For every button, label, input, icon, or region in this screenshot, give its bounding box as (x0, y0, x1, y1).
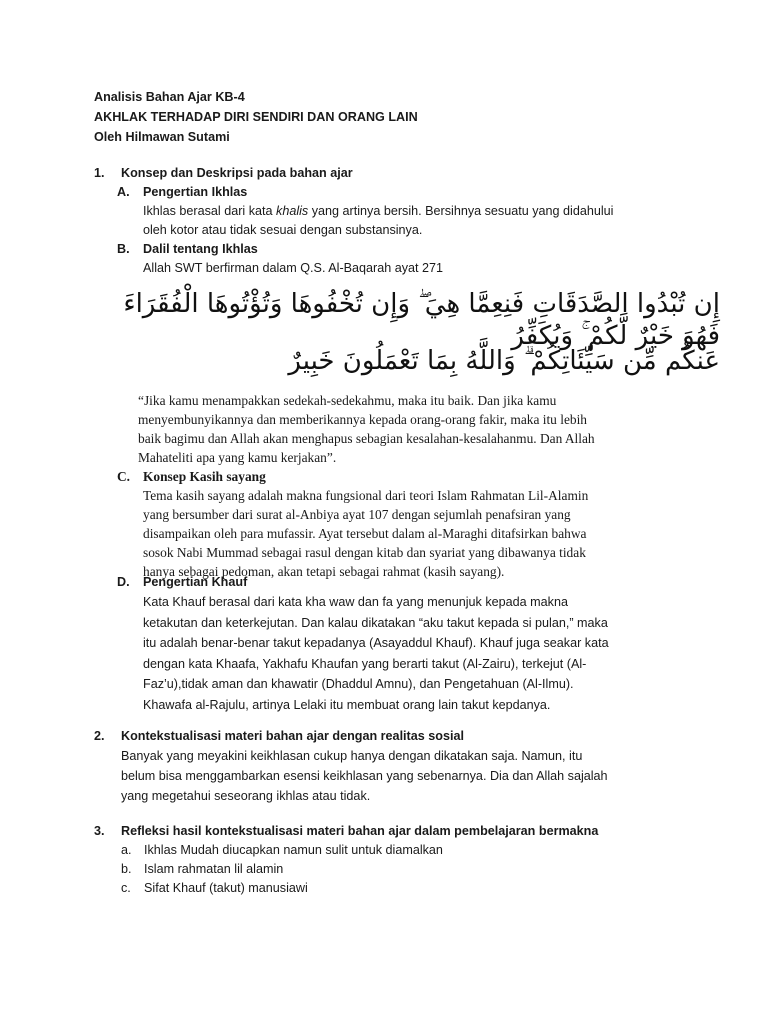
document-header (94, 88, 418, 148)
subsection-letter: B. (117, 242, 130, 256)
text-line: belum bisa menggambarkan esensi keikhlasan yang sebenarnya. Dia dan Allah sajalah (121, 769, 608, 783)
text-line: disampaikan oleh para mufassir. Ayat tersebut dalam al-Maraghi ditafsirkan bahwa (143, 526, 587, 541)
text-line: Khawafa al-Rajulu, artinya Lelaki itu membuat orang lain takut kepdanya. (143, 697, 551, 712)
list-item-letter: b. (121, 862, 132, 876)
subsection-a-text (143, 202, 673, 240)
subsection-title: Pengertian Ikhlas (143, 185, 248, 199)
text-line: Faz’u),tidak aman dan khawatir (Dhaddul Amnu), dan Pengetahuan (Al-Ilmu). (143, 677, 574, 691)
text-line: Mahateliti apa yang kamu kerjakan”. (138, 450, 337, 465)
text-line: Kata Khauf berasal dari kata kha waw dan fa yang menunjuk kepada makna (143, 595, 568, 609)
text-line: Banyak yang meyakini keikhlasan cukup hanya dengan dikatakan saja. Namun, itu (121, 749, 583, 763)
section-2-heading (94, 727, 684, 746)
text-segment: Ikhlas berasal dari kata (143, 204, 277, 218)
list-item-letter: a. (121, 843, 132, 857)
section-1 (94, 164, 684, 278)
document-author: Oleh Hilmawan Sutami (94, 130, 230, 144)
subsection-b-heading (94, 240, 684, 259)
subsection-d-text (143, 592, 673, 715)
text-line: “Jika kamu menampakkan sedekah-sedekahmu, maka itu baik. Dan jika kamu (138, 393, 557, 408)
text-line: dengan kata Khaafa, Yakhafu Khaufan yang berarti takut (Al-Zairu), terkejut (Al- (143, 656, 587, 671)
list-item-text: Sifat Khauf (takut) manusiawi (144, 881, 308, 895)
list-item-text: Ikhlas Mudah diucapkan namun sulit untuk diamalkan (144, 843, 443, 857)
italic-term: khalis (276, 204, 309, 218)
list-item (94, 860, 714, 879)
section-title: Refleksi hasil kontekstualisasi materi bahan ajar dalam pembelajaran bermakna (121, 824, 599, 838)
list-item (94, 879, 714, 898)
subsection-letter: D. (117, 575, 130, 589)
subsection-letter: A. (117, 185, 130, 199)
text-line: yang megetahui seseorang ikhlas atau tidak. (121, 789, 371, 803)
list-item (94, 841, 714, 860)
section-title: Konsep dan Deskripsi pada bahan ajar (121, 166, 353, 180)
text-segment: yang artinya bersih. Bersihnya sesuatu yang didahului (308, 204, 614, 218)
arabic-verse-line-1: إِن تُبْدُوا الصَّدَقَاتِ فَنِعِمَّا هِيَ ۖ وَإِن تُخْفُوهَا وَتُؤْتُوهَا الْفُقَرَاءَ فَهُوَ خَيْرٌ لَّكُمْ ۚ وَيُكَفِّرُ (123, 289, 720, 351)
text-line: oleh kotor atau tidak sesuai dengan substansinya. (143, 223, 423, 237)
text-line: ketakutan dan keterkejutan. Dan kalau dikatakan “aku takut kepada si pulan,” maka (143, 615, 608, 630)
section-number: 2. (94, 729, 105, 743)
list-item-letter: c. (121, 881, 131, 895)
text-line: yang bersumber dari surat al-Anbiya ayat 107 dengan sejumlah penafsiran yang (143, 507, 571, 522)
text-line: hanya sebagai pedoman, akan tetapi sebagai rahmat (kasih sayang). (143, 564, 505, 579)
subsection-letter: C. (117, 469, 131, 484)
text-line: itu adalah benar-benar takut kepadanya (Asayaddul Khauf). Khauf juga seakar kata (143, 636, 609, 650)
text-line: sosok Nabi Mummad sebagai rasul dengan kitab dan syariat yang dibawanya tidak (143, 545, 586, 560)
section-1-heading (94, 164, 684, 183)
section-number: 1. (94, 166, 105, 180)
subsection-c-heading (94, 467, 684, 486)
section-2-text (121, 746, 661, 806)
section-title: Kontekstualisasi materi bahan ajar dengan realitas sosial (121, 729, 464, 743)
document-title: AKHLAK TERHADAP DIRI SENDIRI DAN ORANG LAIN (94, 110, 418, 124)
subsection-d-heading (94, 573, 684, 592)
text-line: menyembunyikannya dan memberikannya kepada orang-orang fakir, maka itu lebih (138, 412, 588, 427)
section-1-continued (94, 391, 684, 581)
subsection-b-intro (143, 259, 673, 278)
section-2 (94, 727, 684, 806)
section-3 (94, 822, 714, 898)
section-3-heading (94, 822, 714, 841)
subsection-a-heading (94, 183, 684, 202)
document-subtitle: Analisis Bahan Ajar KB-4 (94, 90, 245, 104)
subsection-d (94, 573, 684, 715)
text-line: Allah SWT berfirman dalam Q.S. Al-Baqarah ayat 271 (143, 261, 444, 275)
verse-translation (138, 391, 668, 467)
subsection-title: Pengertian Khauf (143, 575, 248, 589)
arabic-verse-line-2: عَنكُم مِّن سَيِّئَاتِكُمْ ۗ وَاللَّهُ بِمَا تَعْمَلُونَ خَبِيرٌ (288, 346, 720, 376)
list-item-text: Islam rahmatan lil alamin (144, 862, 284, 876)
subsection-title: Dalil tentang Ikhlas (143, 242, 258, 256)
text-line: Tema kasih sayang adalah makna fungsional dari teori Islam Rahmatan Lil-Alamin (143, 488, 589, 503)
subsection-c-text (143, 486, 673, 581)
text-line: baik bagimu dan Allah akan menghapus sebagian kesalahan-kesalahanmu. Dan Allah (138, 431, 595, 446)
section-number: 3. (94, 824, 105, 838)
subsection-title: Konsep Kasih sayang (143, 469, 266, 484)
